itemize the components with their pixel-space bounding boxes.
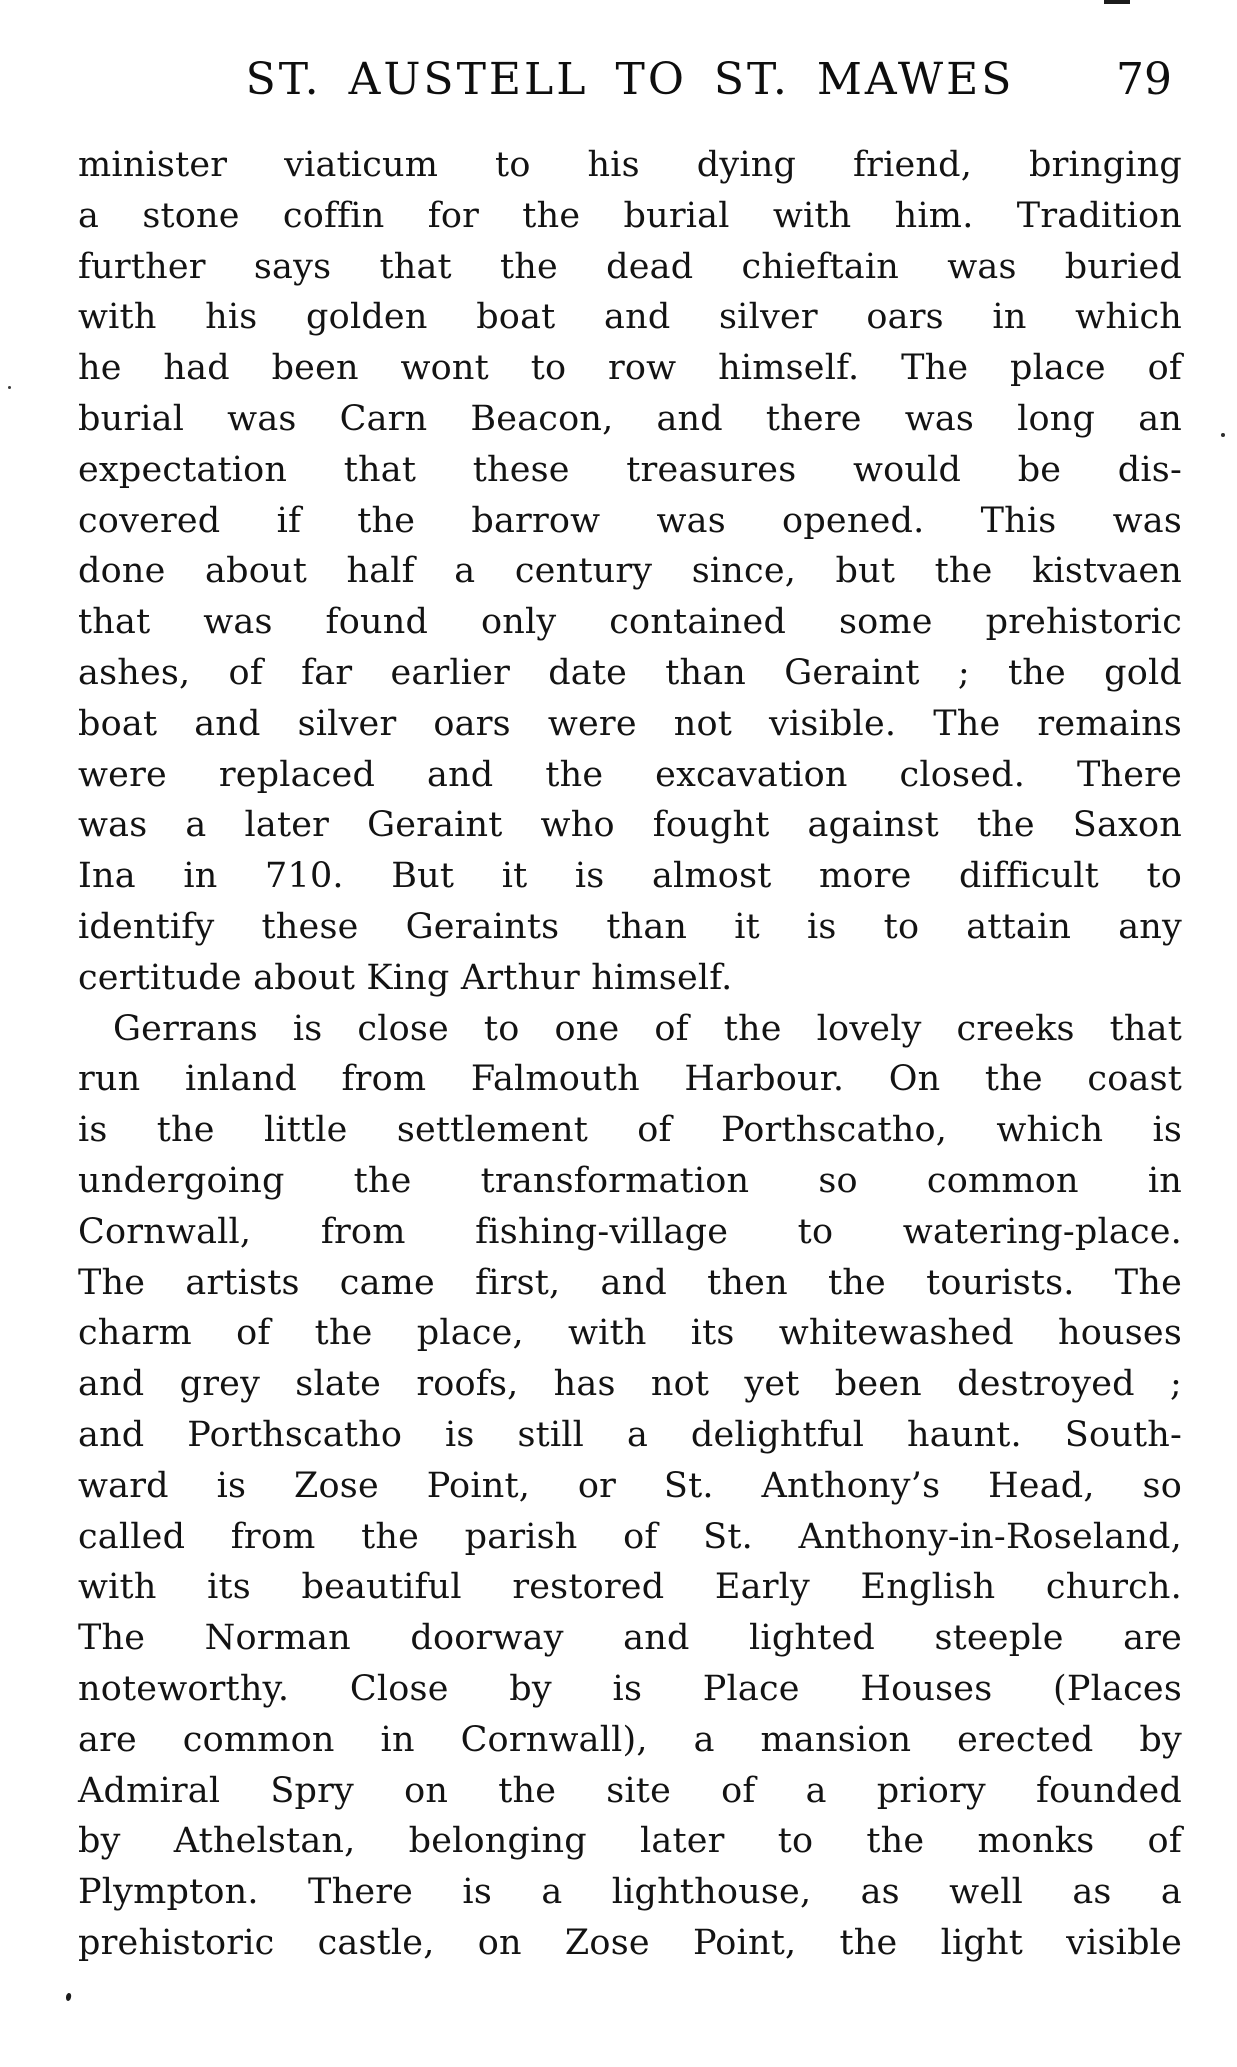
text-line: run inland from Falmouth Harbour. On the coast [78, 1059, 1182, 1100]
scan-artifact-ink-speck [1221, 433, 1225, 437]
text-line: The Norman doorway and lighted steeple are [78, 1618, 1182, 1659]
text-line: boat and silver oars were not visible. The remains [78, 703, 1182, 744]
text-line: identify these Geraints than it is to attain any [78, 906, 1182, 947]
text-line: Admiral Spry on the site of a priory founded [78, 1770, 1182, 1811]
text-line: prehistoric castle, on Zose Point, the light visible [78, 1922, 1182, 1963]
text-line: he had been wont to row himself. The place of [78, 348, 1182, 389]
text-line: charm of the place, with its whitewashed houses [78, 1313, 1182, 1354]
text-line: that was found only contained some prehistoric [78, 602, 1182, 643]
page-header [78, 52, 1182, 112]
running-head-title: ST. AUSTELL TO ST. MAWES [245, 54, 1015, 105]
text-line: covered if the barrow was opened. This was [78, 500, 1182, 541]
text-line: ward is Zose Point, or St. Anthony’s Head, so [78, 1465, 1182, 1506]
text-line: are common in Cornwall), a mansion erected by [78, 1719, 1182, 1760]
text-line: further says that the dead chieftain was buried [78, 246, 1182, 287]
text-line: with his golden boat and silver oars in which [78, 297, 1182, 338]
text-line: certitude about King Arthur himself. [78, 957, 733, 998]
text-line: burial was Carn Beacon, and there was long an [78, 398, 1182, 439]
text-line: Cornwall, from fishing-village to watering-place. [78, 1211, 1182, 1252]
text-line: were replaced and the excavation closed. There [78, 754, 1182, 795]
text-line: noteworthy. Close by is Place Houses (Places [78, 1668, 1182, 1709]
page-body [78, 140, 1182, 1969]
text-line: expectation that these treasures would be dis- [78, 449, 1182, 490]
text-line: Plympton. There is a lighthouse, as well as a [78, 1872, 1182, 1913]
text-line: undergoing the transformation so common in [78, 1160, 1182, 1201]
text-line: by Athelstan, belonging later to the monks of [78, 1821, 1182, 1862]
text-line: ashes, of far earlier date than Geraint ; the gold [78, 652, 1182, 693]
text-line: with its beautiful restored Early English church. [78, 1567, 1182, 1608]
text-line: was a later Geraint who fought against the Saxon [78, 805, 1182, 846]
text-line: and grey slate roofs, has not yet been destroyed ; [78, 1364, 1182, 1405]
text-line: is the little settlement of Porthscatho, which is [78, 1110, 1182, 1151]
page-number: 79 [1116, 54, 1172, 105]
text-line: called from the parish of St. Anthony-in-Roseland, [78, 1516, 1182, 1557]
text-line: The artists came first, and then the tourists. The [78, 1262, 1182, 1303]
text-line: done about half a century since, but the kistvaen [78, 551, 1182, 592]
text-line: and Porthscatho is still a delightful haunt. South- [78, 1414, 1182, 1455]
text-line: a stone coffin for the burial with him. Tradition [78, 195, 1182, 236]
scan-artifact-ink-speck [65, 1993, 72, 2002]
text-line: minister viaticum to his dying friend, bringing [78, 145, 1182, 185]
text-line: Gerrans is close to one of the lovely creeks that [113, 1008, 1182, 1049]
scan-artifact-top-dash [1104, 0, 1130, 4]
text-line: Ina in 710. But it is almost more difficult to [78, 856, 1182, 897]
scan-artifact-ink-speck [8, 386, 11, 389]
